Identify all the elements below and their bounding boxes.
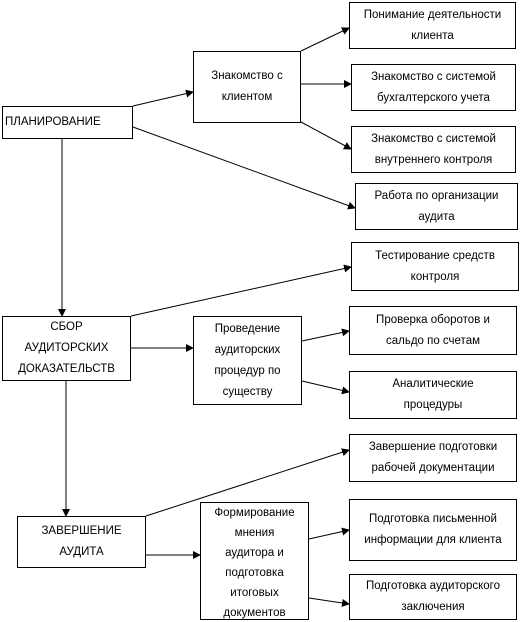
task-written-information: Подготовка письменной информации для клиента: [349, 499, 517, 561]
arrow-opinion-to-written-info: [309, 530, 349, 539]
task-analytical-procedures: Аналитические процедуры: [349, 371, 517, 419]
task-working-documentation: Завершение подготовки рабочей документации: [349, 434, 517, 482]
task-internal-control: Знакомство с системой внутреннего контроля: [351, 126, 516, 173]
task-client-activity: Понимание деятельности клиента: [349, 2, 516, 49]
arrow-planning-to-audit-organization: [133, 127, 355, 208]
stage-planning: ПЛАНИРОВАНИЕ: [2, 106, 133, 139]
block-client-familiarization: Знакомство с клиентом: [193, 51, 301, 123]
arrow-familiarization-to-internal-control: [301, 122, 351, 149]
task-turnover-check: Проверка оборотов и сальдо по счетам: [349, 306, 517, 355]
block-opinion-formation: Формирование мнения аудитора и подготовка итоговых документов: [200, 502, 309, 620]
task-audit-organization: Работа по организации аудита: [355, 183, 518, 230]
task-controls-testing: Тестирование средств контроля: [351, 242, 519, 291]
arrow-planning-to-familiarization: [133, 92, 193, 106]
task-accounting-system: Знакомство с системой бухгалтерского учета: [351, 64, 516, 111]
stage-evidence-collection: СБОР АУДИТОРСКИХ ДОКАЗАТЕЛЬСТВ: [2, 316, 131, 381]
stage-audit-completion: ЗАВЕРШЕНИЕ АУДИТА: [17, 516, 146, 568]
task-audit-report: Подготовка аудиторского заключения: [349, 574, 517, 620]
arrow-familiarization-to-client-activity: [301, 28, 349, 51]
arrow-evidence-to-controls-testing: [131, 267, 351, 316]
arrow-opinion-to-audit-report: [309, 598, 349, 604]
arrow-substantive-to-analytical: [302, 381, 349, 392]
block-substantive-procedures: Проведение аудиторских процедур по существу: [193, 316, 302, 405]
arrow-substantive-to-turnover-check: [302, 331, 349, 341]
